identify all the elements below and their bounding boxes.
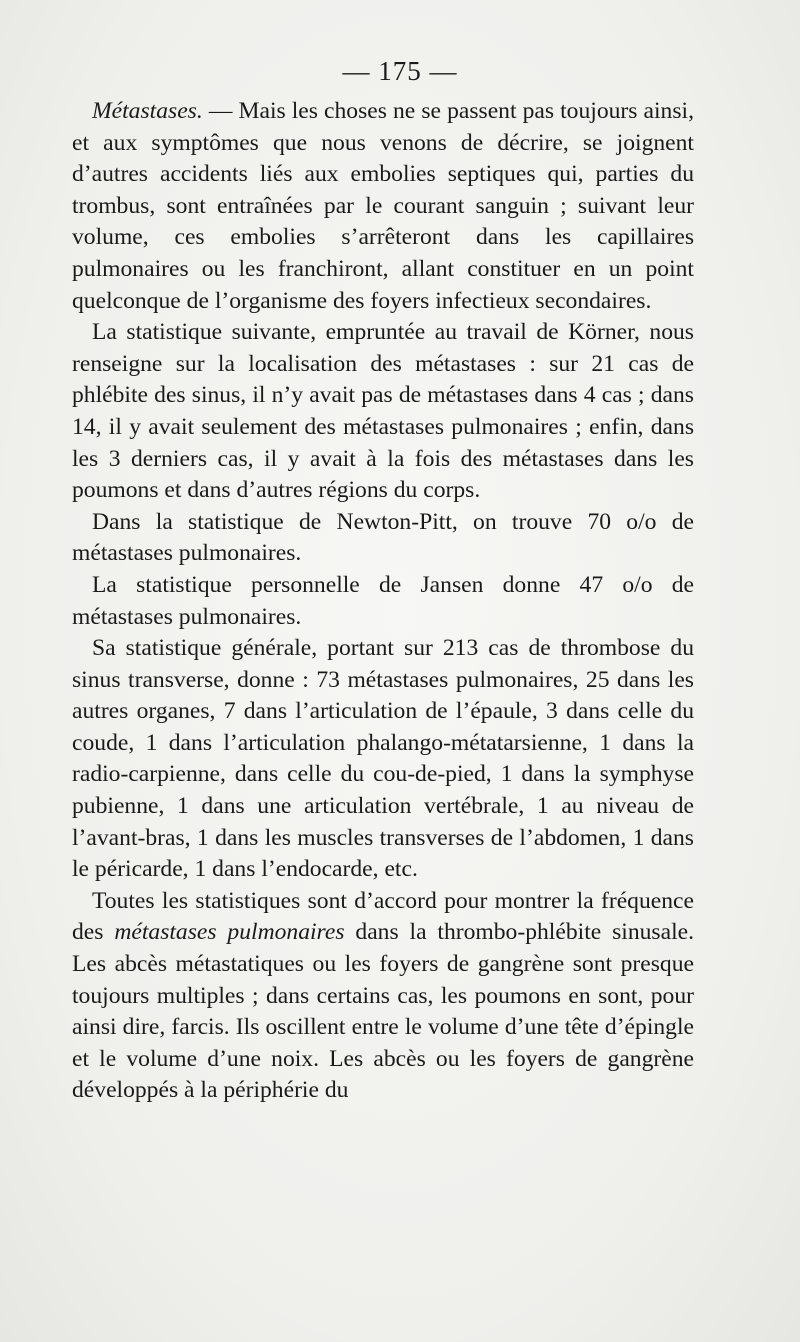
paragraph-text-post: dans la thrombo-phlébite sinusale. Les abcès métastatiques ou les foyers de gangrène sont presque toujours multiples ; dans certains cas, les poumons en sont, pour ainsi dire, farcis. Ils oscillent entre le volume d’une tête d’épingle et le volume d’une noix. Les abcès ou les foyers de gangrène développés à la périphérie du <box>72 919 694 1104</box>
paragraph-text: — Mais les choses ne se passent pas toujours ainsi, et aux symptômes que nous venons de décrire, se joignent d’autres accidents liés aux embolies septiques qui, parties du trombus, sont entraînées par le courant sanguin ; suivant leur volume, ces embolies s’arrêteront dans les capillaires pulmonaires ou les franchiront, allant constituer en un point quelconque de l’organisme des foyers infectieux secondaires. <box>72 98 694 314</box>
body-text <box>72 96 694 1107</box>
emphasis-pulmonary-metastases: métastases pulmonaires <box>114 919 345 946</box>
paragraph-general-statistics: Sa statistique générale, portant sur 213 cas de thrombose du sinus transverse, donne : 73 métastases pulmonaires, 25 dans les autres organes, 7 dans l’articulation de l’épaule, 3 dans celle du coude, 1 dans l’articulation phalango-métatarsienne, 1 dans la radio-carpienne, dans celle du cou-de-pied, 1 dans la symphyse pubienne, 1 dans une articulation vertébrale, 1 au niveau de l’avant-bras, 1 dans les muscles transverses de l’abdomen, 1 dans le péricarde, 1 dans l’endocarde, etc. <box>72 635 694 883</box>
paragraph-newton-pitt: Dans la statistique de Newton-Pitt, on trouve 70 o/o de métastases pulmonaires. <box>72 508 694 567</box>
paragraph-frequency <box>72 886 694 1107</box>
paragraph-text-pre: Toutes les statistiques sont d’accord pour montrer la fréquence des <box>72 887 694 946</box>
paragraph-jansen: La statistique personnelle de Jansen donne 47 o/o de métastases pulmonaires. <box>72 571 694 630</box>
paragraph-metastases <box>72 96 694 317</box>
paragraph-korner: La statistique suivante, empruntée au travail de Körner, nous renseigne sur la localisation des métastases : sur 21 cas de phlébite des sinus, il n’y avait pas de métastases dans 4 cas ; dans 14, il y avait seulement des métastases pulmonaires ; enfin, dans les 3 derniers cas, il y avait à la fois des métastases dans les poumons et dans d’autres régions du corps. <box>72 319 694 504</box>
section-lead: Métastases. <box>92 98 203 124</box>
page-number: — 175 — <box>342 56 458 86</box>
